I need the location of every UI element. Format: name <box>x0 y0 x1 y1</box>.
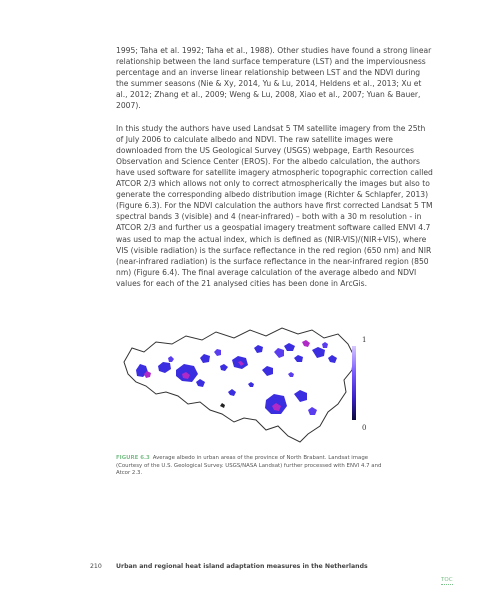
running-title: Urban and regional heat island adaptation measures in the Netherlands <box>116 563 368 570</box>
legend-max-label: 1 <box>362 336 367 344</box>
toc-link[interactable]: TOC <box>441 577 453 583</box>
urban-areas <box>136 340 337 415</box>
legend-min-label: 0 <box>362 424 367 432</box>
body-text <box>116 45 434 289</box>
page-number: 210 <box>90 563 102 570</box>
caption-label: FIGURE 6.3 <box>116 455 150 461</box>
albedo-map-svg <box>116 322 384 448</box>
page-footer <box>90 563 368 570</box>
figure-albedo-map <box>116 322 384 448</box>
caption-text: Average albedo in urban areas of the province of North Brabant. Landsat image (Courtesy of the U.S. Geological Survey. USGS/NASA Landsat) further processed with ENVI 4.7 and Atcor 2.3. <box>116 455 382 477</box>
paragraph-2: In this study the authors have used Landsat 5 TM satellite imagery from the 25th of July 2006 to calculate albedo and NDVI. The raw satellite images were downloaded from the US Geological Survey (USGS) webpage, Earth Resources Observation and Science Center (EROS). For the albedo calculation, the authors have used software for satellite imagery atmospheric topographic correction called ATCOR 2/3 which allows not only to correct atmospherically the images but also to generate the corresponding albedo distribution image (Richter & Schlapfer, 2013) (Figure 6.3). For the NDVI calculation the authors have first corrected Landsat 5 TM spectral bands 3 (visible) and 4 (near-infrared) – both with a 30 m resolution - in ATCOR 2/3 and further us a geospatial imagery treatment software called ENVI 4.7 was used to map the actual index, which is defined as (NIR-VIS)/(NIR+VIS), where VIS (visible radiation) is the surface reflectance in the red region (650 nm) and NIR (near-infrared radiation) is the surface reflectance in the near-infrared region (850 nm) (Figure 6.4). The final average calculation of the average albedo and NDVI values for each of the 21 analysed cities has been done in ArcGis. <box>116 123 433 288</box>
paragraph-1: 1995; Taha et al. 1992; Taha et al., 1988). Other studies have found a strong linear relationship between the land surface temperature (LST) and the imperviousness percentage and an inverse linear relationship between LST and the NDVI during the summer seasons (Nie & Xy, 2014, Yu & Lu, 2014, Heldens et al., 2013; Xu et al., 2012; Zhang et al., 2009; Weng & Lu, 2008, Xiao et al., 2007; Yuan & Bauer, 2007). <box>116 46 432 111</box>
figure-caption <box>116 455 386 478</box>
province-outline <box>124 328 354 442</box>
legend-color-bar <box>352 346 356 420</box>
